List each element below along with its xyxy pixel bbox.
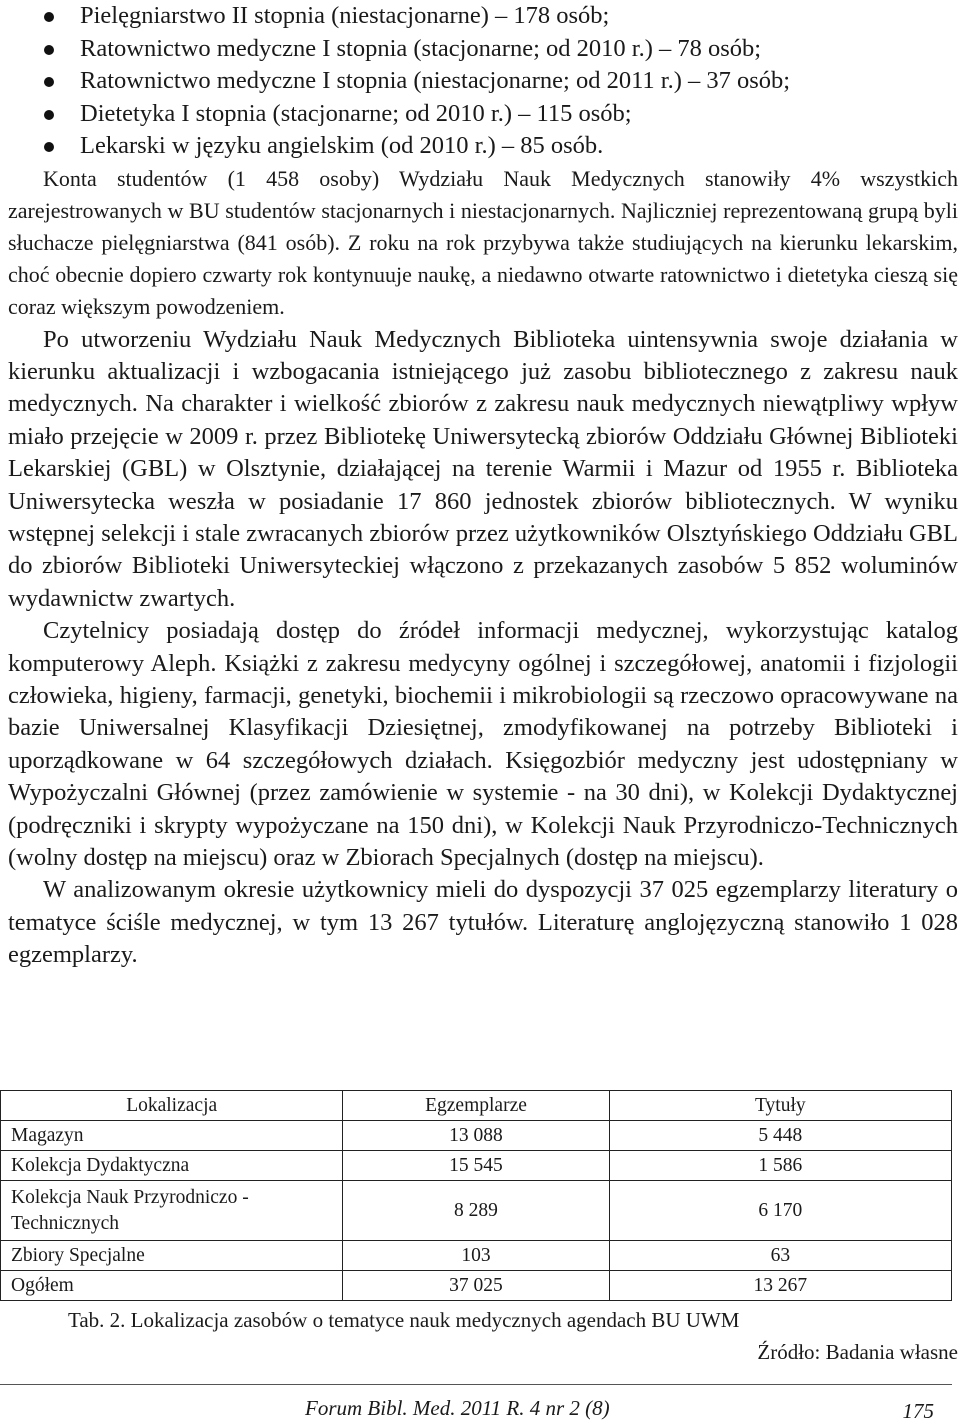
cell-titles: 1 586 (609, 1151, 951, 1181)
list-item-text: Ratownictwo medyczne I stopnia (niestacjonarne; od 2011 r.) – 37 osób; (80, 67, 791, 94)
table-source: Źródło: Badania własne (757, 1340, 958, 1364)
footer-divider (0, 1384, 952, 1385)
column-header-titles: Tytuły (609, 1091, 951, 1121)
bullet-icon (44, 142, 54, 152)
list-item (8, 98, 958, 131)
paragraph-catalog-access: Czytelnicy posiadają dostęp do źródeł informacji medycznej, wykorzystując katalog komputerowy Aleph. Książki z zakresu medycyny ogólnej i szczegółowej, anatomii i fizjologii człowieka, higieny, farmacji, genetyki, biochemii i mikrobiologii są rzeczowo opracowywane na bazie Uniwersalnej Klasyfikacji Dziesiętnej, zmodyfikowanej na potrzeby Biblioteki i uporządkowane w 64 szczegółowych działach. Księgozbiór medyczny jest udostępniany w Wypożyczalni Głównej (przez zamówienie w systemie - na 30 dni), w Kolekcji Dydaktycznej (podręczniki i skrypty wypożyczane na 150 dni), w Kolekcji Nauk Przyrodniczo-Technicznych (wolny dostęp na miejscu) oraz w Zbiorach Specjalnych (dostęp na miejscu). (8, 617, 958, 872)
paragraph-library-collections: Po utworzeniu Wydziału Nauk Medycznych Biblioteka uintensywnia swoje działania w kierunku aktualizacji i wzbogacania istniejącego już zasobu bibliotecznego z zakresu nauk medycznych. Na charakter i wielkość zbiorów z zakresu nauk medycznych niewątpliwy wpływ miało przejęcie w 2009 r. przez Bibliotekę Uniwersytecką zbiorów Oddziału Głównej Biblioteki Lekarskiej (GBL) w Olsztynie, działającej na terenie Warmii i Mazur od 1955 r. Biblioteka Uniwersytecka weszła w posiadanie 17 860 jednostek zbiorów bibliotecznych. W wyniku wstępnej selekcji i stale zwracanych zbiorów przez użytkowników Olsztyńskiego Oddziału GBL do zbiorów Biblioteki Uniwersyteckiej włączono z przekazanych zasobów 5 852 woluminów wydawnictw zwartych. (8, 325, 958, 612)
list-item (8, 65, 958, 98)
bullet-icon (44, 77, 54, 87)
list-item (8, 33, 958, 66)
list-item (8, 0, 958, 33)
cell-location: Zbiory Specjalne (1, 1241, 343, 1271)
column-header-location: Lokalizacja (1, 1091, 343, 1121)
list-item-text: Pielęgniarstwo II stopnia (niestacjonarne) – 178 osób; (80, 2, 610, 29)
table-header-row (1, 1091, 952, 1121)
study-programs-list (8, 0, 958, 163)
table-row (1, 1121, 952, 1151)
cell-titles: 5 448 (609, 1121, 951, 1151)
cell-titles: 13 267 (609, 1271, 951, 1301)
cell-copies: 13 088 (343, 1121, 609, 1151)
cell-copies: 103 (343, 1241, 609, 1271)
list-item (8, 130, 958, 163)
table-caption: Tab. 2. Lokalizacja zasobów o tematyce nauk medycznych agendach BU UWM (68, 1308, 740, 1332)
column-header-copies: Egzemplarze (343, 1091, 609, 1121)
list-item-text: Lekarski w języku angielskim (od 2010 r.) – 85 osób. (80, 132, 604, 159)
page-number: 175 (902, 1399, 934, 1423)
list-item-text: Dietetyka I stopnia (stacjonarne; od 2010 r.) – 115 osób; (80, 99, 632, 127)
bullet-icon (44, 110, 54, 120)
cell-location: Kolekcja Nauk Przyrodniczo -Technicznych (1, 1181, 343, 1241)
table-row (1, 1181, 952, 1241)
cell-location: Kolekcja Dydaktyczna (1, 1151, 343, 1181)
collections-location-table (0, 1090, 952, 1301)
cell-titles: 63 (609, 1241, 951, 1271)
table-row-total (1, 1271, 952, 1301)
footer-journal-citation: Forum Bibl. Med. 2011 R. 4 nr 2 (8) (305, 1396, 610, 1420)
cell-location: Magazyn (1, 1121, 343, 1151)
bullet-icon (44, 12, 54, 22)
table-row (1, 1241, 952, 1271)
table-row (1, 1151, 952, 1181)
bullet-icon (44, 45, 54, 55)
paragraph-student-accounts: Konta studentów (1 458 osoby) Wydziału Nauk Medycznych stanowiły 4% wszystkich zarejestrowanych w BU studentów stacjonarnych i niestacjonarnych. Najliczniej reprezentowaną grupą byli słuchacze pielęgniarstwa (841 osób). Z roku na rok przybywa także studiujących na kierunku lekarskim, choć obecnie dopiero czwarty rok kontynuuje naukę, a niedawno otwarte ratownictwo i dietetyka cieszą się coraz większym powodzeniem. (8, 165, 958, 320)
cell-copies: 37 025 (343, 1271, 609, 1301)
document-page (8, 0, 958, 972)
cell-titles: 6 170 (609, 1181, 951, 1241)
cell-location: Ogółem (1, 1271, 343, 1301)
cell-copies: 15 545 (343, 1151, 609, 1181)
cell-copies: 8 289 (343, 1181, 609, 1241)
paragraph-holdings-summary: W analizowanym okresie użytkownicy mieli do dyspozycji 37 025 egzemplarzy literatury o tematyce ściśle medycznej, w tym 13 267 tytułów. Literaturę anglojęzyczną stanowiło 1 028 egzemplarzy. (8, 876, 958, 969)
list-item-text: Ratownictwo medyczne I stopnia (stacjonarne; od 2010 r.) – 78 osób; (80, 34, 762, 62)
